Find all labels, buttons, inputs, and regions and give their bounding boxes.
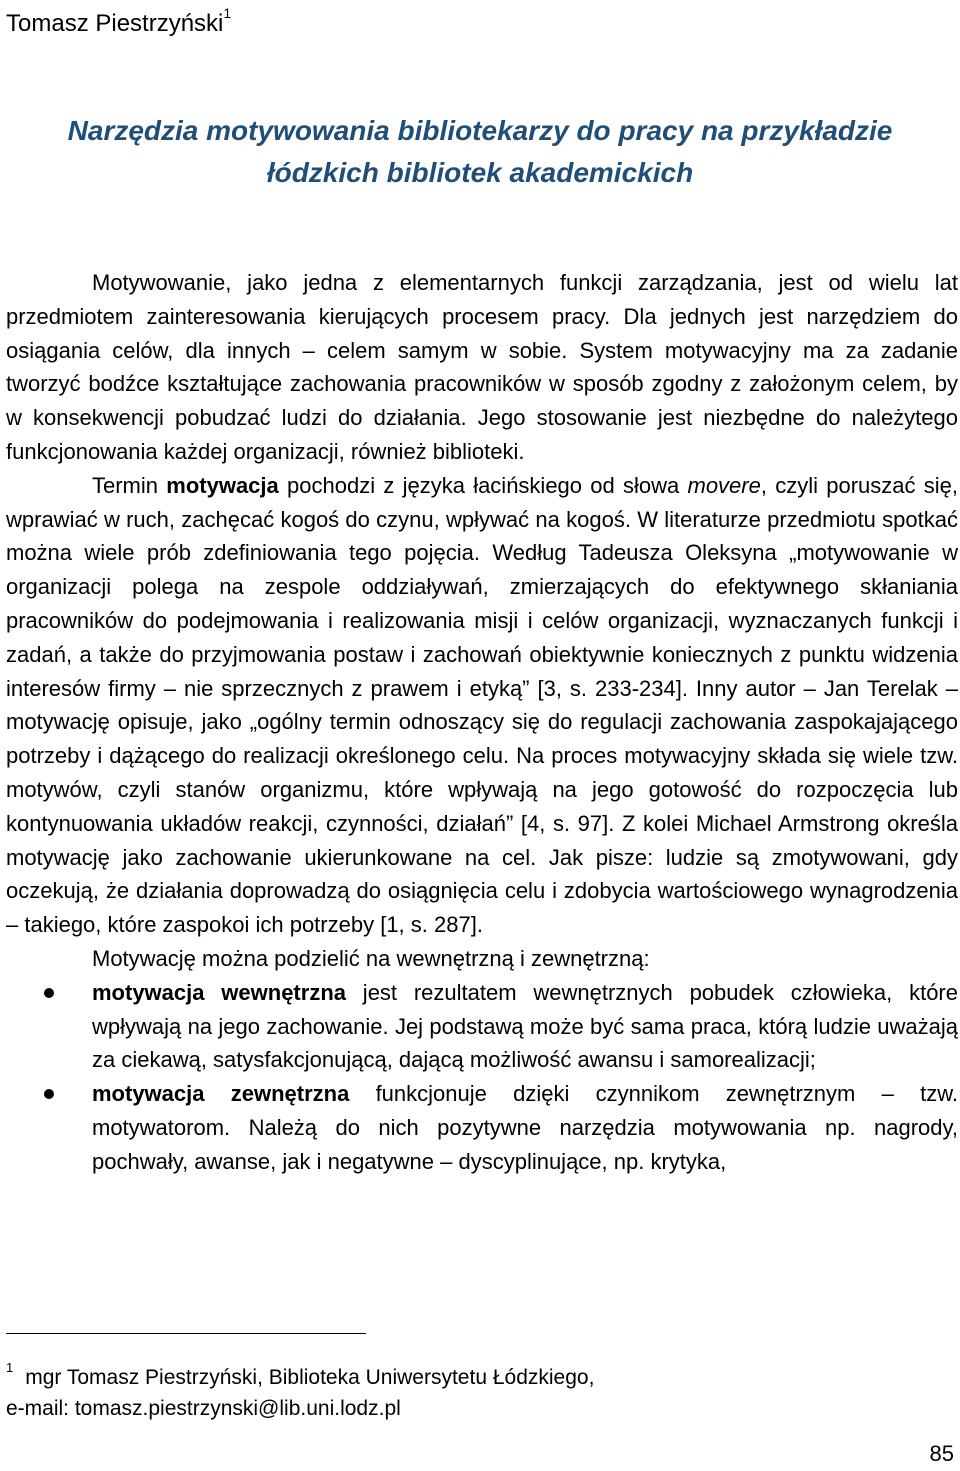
- article-body: [6, 266, 958, 1179]
- bullet-icon: [44, 1089, 54, 1099]
- footnote-separator: [6, 1333, 366, 1334]
- footnote-line-1: [6, 1356, 594, 1393]
- list-item-text: funkcjonuje dzięki czynnikom zewnętrznym – tzw. motywatorom. Należą do nich pozytywne narzędzia motywowania np. nagrody, pochwały, awanse, jak i negatywne – dyscyplinujące, np. krytyka,: [92, 1081, 958, 1174]
- footnote-line-2: e-mail: tomasz.piestrzynski@lib.uni.lodz.pl: [6, 1397, 401, 1420]
- footnote-text-1: mgr Tomasz Piestrzyński, Biblioteka Uniwersytetu Łódzkiego,: [25, 1366, 595, 1389]
- page-number: 85: [929, 1441, 954, 1466]
- footnote: [6, 1356, 594, 1424]
- author-name: [6, 2, 231, 39]
- list-item-text: jest rezultatem wewnętrznych pobudek człowieka, które wpływają na jego zachowanie. Jej podstawą może być sama praca, którą ludzie uważają za ciekawą, satysfakcjonującą, dającą możliwość awansu i samorealizacji;: [92, 979, 958, 1073]
- motivation-types-list: [6, 976, 958, 1179]
- author-name-text: Tomasz Piestrzyński: [6, 10, 224, 37]
- footnote-marker: 1: [6, 1360, 14, 1375]
- paragraph-1-intro: Motywowanie, jako jedna z elementarnych funkcji zarządzania, jest od wielu lat przedmiotem zainteresowania kierujących procesem pracy. Dla jednych jest narzędziem do osiągania celów, dla innych – celem samym w sobie.: [6, 270, 958, 363]
- paragraph-2: [6, 469, 958, 942]
- list-item-term: motywacja zewnętrzna: [92, 1081, 350, 1107]
- bullet-icon: [44, 988, 54, 998]
- paragraph-2-b: pochodzi z języka łacińskiego od słowa: [278, 472, 688, 498]
- article-title-line-1: Narzędzia motywowania bibliotekarzy do pracy na przykładzie: [67, 115, 893, 146]
- author-footnote-marker: 1: [223, 5, 232, 21]
- term-movere: movere: [687, 472, 761, 498]
- paragraph-2-a: Termin: [92, 472, 167, 498]
- paragraph-1-rest: System motywacyjny ma za zadanie tworzyć bodźce kształtujące zachowania pracowników w sposób zgodny z założonym celem, by w konsekwencji pobudzać ludzi do działania. Jego stosowanie jest niezbędne do należytego funkcjonowania każdej organizacji, również biblioteki.: [6, 337, 958, 464]
- article-title-line-2: łódzkich bibliotek akademickich: [266, 157, 694, 188]
- paragraph-3: Motywację można podzielić na wewnętrzną i zewnętrzną:: [92, 945, 650, 971]
- list-item: [6, 976, 958, 1077]
- paragraph-2-c: , czyli poruszać się, wprawiać w ruch, zachęcać kogoś do czynu, wpływać na kogoś. W literaturze przedmiotu spotkać można wiele prób zdefiniowania tego pojęcia. Według Tadeusza Oleksyna „motywowanie w organizacji polega na zespole oddziaływań, zmierzających do efektywnego skłaniania pracowników do podejmowania i realizowania misji i celów organizacji, wyznaczanych funkcji i zadań, a także do przyjmowania postaw i zachowań obiektywnie koniecznych z punktu widzenia interesów firmy – nie sprzecznych z prawem i etyką” [3, s. 233-234]. Inny autor – Jan Terelak – motywację opisuje, jako „ogólny termin odnoszący się do regulacji zachowania zaspokajającego potrzeby i dążącego do realizacji określonego celu. Na proces motywacyjny składa się wiele tzw. motywów, czyli stanów organizmu, które wpływają na jego gotowość do rozpoczęcia lub kontynuowania układów reakcji, czynności, działań” [4, s. 97]. Z kolei Michael Armstrong określa motywację jako zachowanie ukierunkowane na cel. Jak pisze: ludzie są zmotywowani, gdy oczekują, że działania doprowadzą do osiągnięcia celu i zdobycia wartościowego wynagrodzenia – takiego, które zaspokoi ich potrzeby [1, s. 287].: [6, 472, 959, 938]
- list-item: [6, 1077, 958, 1178]
- term-motywacja: motywacja: [166, 472, 279, 498]
- list-item-term: motywacja wewnętrzna: [92, 979, 346, 1005]
- paragraph-1: [6, 266, 958, 469]
